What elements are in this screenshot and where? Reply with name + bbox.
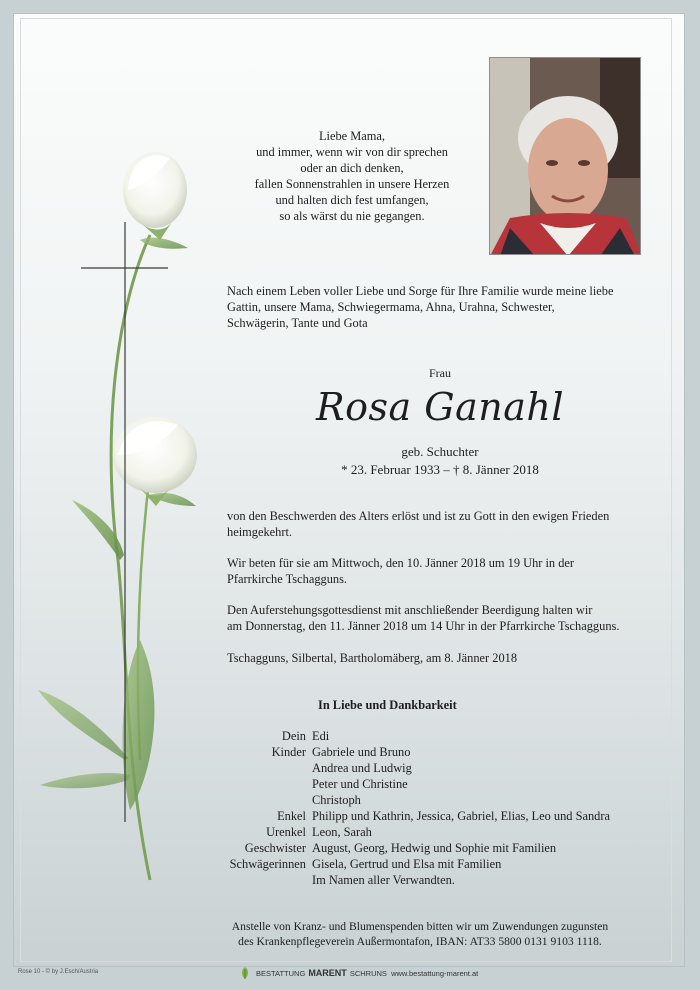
mourners-list [190,728,610,888]
intro-text [227,283,647,331]
mourner-row [190,792,610,808]
mourner-names: Gisela, Gertrud und Elsa mit Familien [312,857,502,871]
funeral-paragraph [227,602,652,634]
relation-label: Kinder [271,745,306,759]
mourner-names: Leon, Sarah [312,825,372,839]
birth-name: geb. Schuchter [401,444,479,459]
mourner-row [190,728,610,744]
intro-line: Schwägerin, Tante und Gota [227,316,368,330]
funeral-home-brand [238,966,478,980]
intro-line: Nach einem Leben voller Liebe und Sorge für Ihre Familie wurde meine liebe [227,284,614,298]
brand-name: MARENT [308,968,347,978]
mourner-names: Peter und Christine [312,777,408,791]
passing-paragraph [227,508,652,540]
mourner-row [190,776,610,792]
mourner-names: Christoph [312,793,361,807]
paragraph-line: Den Auferstehungsgottesdienst mit anschließender Beerdigung halten wir [227,603,593,617]
salutation: Frau [429,366,451,380]
poem-line: so als wärst du nie gegangen. [279,209,425,223]
relation-label: Schwägerinnen [229,857,306,871]
leaf-logo-icon [238,966,252,980]
relation-label [190,760,312,776]
intro-line: Gattin, unsere Mama, Schwiegermama, Ahna, Urahna, Schwester, [227,300,555,314]
poem-line: und halten dich fest umfangen, [275,193,429,207]
brand-place: SCHRUNS [349,968,387,978]
donation-note [200,919,640,949]
paragraph-line: Pfarrkirche Tschagguns. [227,572,348,586]
poem-line: und immer, wenn wir von dir sprechen [256,145,448,159]
poem-line: oder an dich denken, [300,161,404,175]
mourner-names: Edi [312,729,330,743]
mourner-row [190,856,610,872]
mourner-names: Im Namen aller Verwandten. [312,873,455,887]
relation-label [190,872,312,888]
relation-label: Dein [281,729,306,743]
donation-line: Anstelle von Kranz- und Blumenspenden bitten wir um Zuwendungen zugunsten [231,920,609,933]
poem-line: fallen Sonnenstrahlen in unsere Herzen [254,177,450,191]
mourner-row [190,872,610,888]
paragraph-line: heimgekehrt. [227,525,293,539]
deceased-name: Rosa Ganahl [316,385,564,429]
donation-line: des Krankenpflegeverein Außermontafon, IBAN: AT33 5800 0131 9103 1118. [238,935,602,948]
relation-label: Geschwister [244,841,306,855]
place-date-paragraph [227,650,652,666]
mourner-names: August, Georg, Hedwig und Sophie mit Familien [312,841,557,855]
mourner-row [190,760,610,776]
relation-label [190,776,312,792]
image-credit: Rose 10 - © by J.Esch/Austria [18,969,99,975]
mourner-names: Andrea und Ludwig [312,761,412,775]
paragraph-line: am Donnerstag, den 11. Jänner 2018 um 14 Uhr in der Pfarrkirche Tschagguns. [227,619,620,633]
prayer-paragraph [227,555,652,587]
portrait-photo [489,57,641,255]
memorial-poem [232,128,472,224]
mourners-heading: In Liebe und Dankbarkeit [318,698,457,712]
paragraph-line: Tschagguns, Silbertal, Bartholomäberg, am 8. Jänner 2018 [227,651,518,665]
mourner-names: Philipp und Kathrin, Jessica, Gabriel, Elias, Leo und Sandra [312,809,611,823]
relation-label: Urenkel [266,825,306,839]
poem-line: Liebe Mama, [318,129,386,143]
mourner-names: Gabriele und Bruno [312,745,411,759]
relation-label: Enkel [277,809,306,823]
mourner-row [190,808,610,824]
paragraph-line: von den Beschwerden des Alters erlöst und ist zu Gott in den ewigen Frieden [227,509,610,523]
mourner-row [190,824,610,840]
mourner-row [190,744,610,760]
paragraph-line: Wir beten für sie am Mittwoch, den 10. Jänner 2018 um 19 Uhr in der [227,556,575,570]
relation-label [190,792,312,808]
mourner-row [190,840,610,856]
brand-url[interactable]: www.bestattung-marent.at [391,968,479,978]
life-dates: * 23. Februar 1933 – † 8. Jänner 2018 [341,462,539,477]
brand-prefix: BESTATTUNG [256,968,306,978]
